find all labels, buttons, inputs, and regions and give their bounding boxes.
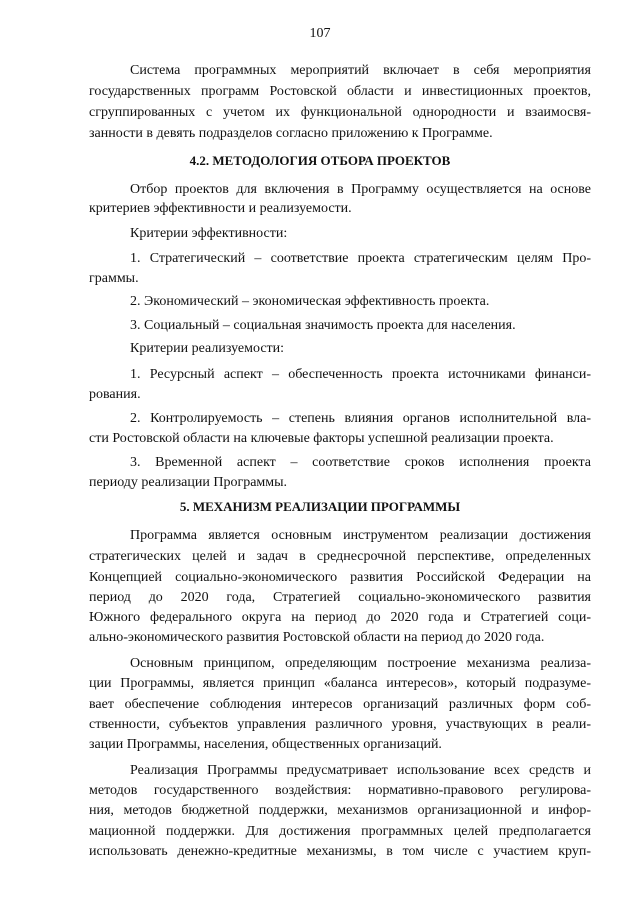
text-line: занности в девять подразделов согласно приложению к Программе.	[89, 126, 493, 141]
text-line: Основным принципом, определяющим построение механизма реализа-	[130, 656, 591, 671]
text-line: Реализация Программы предусматривает использование всех средств и	[130, 763, 591, 778]
text-line: периоду реализации Программы.	[89, 475, 288, 490]
text-line: зации Программы, населения, общественных организаций.	[89, 737, 442, 752]
text-line: стратегических целей и задач в среднесрочной перспективе, определенных	[89, 549, 591, 564]
text-line: сгруппированных с учетом их функциональной однородности и взаимосвя-	[89, 105, 591, 120]
text-line: период до 2020 года, Стратегией социально-экономического развития	[89, 590, 591, 605]
text-line: Система программных мероприятий включает в себя мероприятия	[130, 63, 591, 78]
text-line: Критерии эффективности:	[130, 226, 288, 241]
text-line: 3. Временной аспект – соответствие сроков исполнения проекта	[130, 455, 591, 470]
text-line: Критерии реализуемости:	[130, 341, 285, 356]
text-line: Южного федерального округа на период до 2020 года и Стратегией соци-	[89, 610, 591, 625]
text-line: 1. Ресурсный аспект – обеспеченность проекта источниками финанси-	[130, 367, 591, 382]
page-number: 107	[309, 26, 331, 41]
text-line: критериев эффективности и реализуемости.	[89, 201, 352, 216]
section-heading: 5. МЕХАНИЗМ РЕАЛИЗАЦИИ ПРОГРАММЫ	[179, 499, 461, 514]
text-line: Отбор проектов для включения в Программу осуществляется на основе	[130, 182, 591, 197]
section-heading: 4.2. МЕТОДОЛОГИЯ ОТБОРА ПРОЕКТОВ	[189, 153, 451, 168]
text-line: ственности, субъектов управления различного уровня, участвующих в реали-	[89, 717, 591, 732]
text-line: 3. Социальный – социальная значимость проекта для населения.	[130, 318, 516, 333]
text-line: методов государственного воздействия: нормативно-правового регулирова-	[89, 783, 591, 798]
text-line: 2. Экономический – экономическая эффективность проекта.	[130, 294, 490, 309]
text-line: ния, методов бюджетной поддержки, механизмов организационной и инфор-	[89, 803, 591, 818]
text-line: использовать денежно-кредитные механизмы, в том числе с участием круп-	[89, 844, 591, 859]
text-line: сти Ростовской области на ключевые факторы успешной реализации проекта.	[89, 431, 554, 446]
text-line: ции Программы, является принцип «баланса интересов», который подразуме-	[89, 676, 591, 691]
text-line: ально-экономического развития Ростовской области на период до 2020 года.	[89, 630, 545, 645]
text-line: 2. Контролируемость – степень влияния органов исполнительной вла-	[130, 411, 591, 426]
text-line: рования.	[89, 387, 141, 402]
text-line: мационной поддержки. Для достижения программных целей предполагается	[89, 824, 591, 839]
text-line: 1. Стратегический – соответствие проекта стратегическим целям Про-	[130, 251, 591, 266]
text-line: Концепцией социально-экономического развития Российской Федерации на	[89, 570, 591, 585]
text-line: вает обеспечение соблюдения интересов организаций различных форм соб-	[89, 697, 591, 712]
text-line: граммы.	[89, 271, 139, 286]
text-line: Программа является основным инструментом реализации достижения	[130, 528, 591, 543]
text-line: государственных программ Ростовской области и инвестиционных проектов,	[89, 84, 591, 99]
